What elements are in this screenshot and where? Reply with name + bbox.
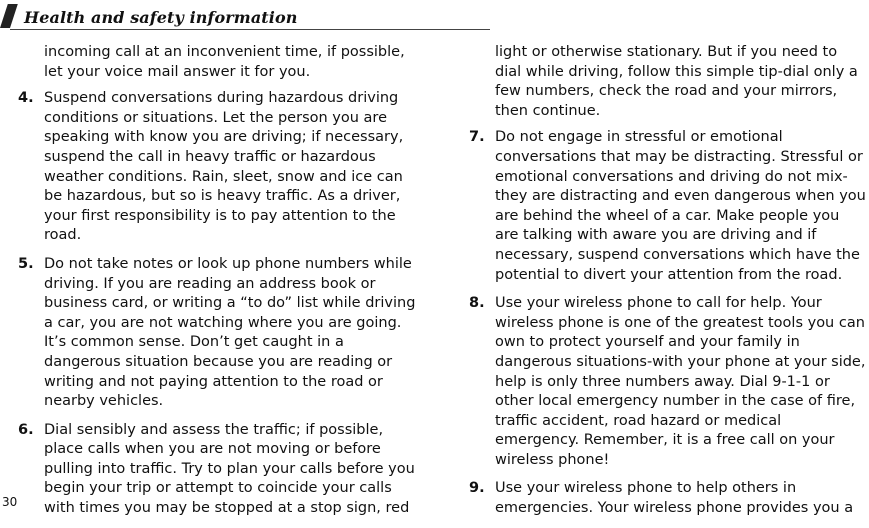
right-column: [469, 43, 867, 528]
item-number: 8.: [469, 295, 485, 312]
item-text: Use your wireless phone to call for help. Your wireless phone is one of the greatest tools you can own to protect yourself and your family in dangerous situations-with your phone at your side, help is only three numbers away. Dial 9-1-1 or other local emergency number in the case of fire, traffic accident, road hazard or medical emergency. Remember, it is a free call on your wireless phone!: [495, 295, 866, 468]
item-text: Use your wireless phone to help others in emergencies. Your wireless phone provides you a: [495, 480, 854, 517]
list-item-4: [18, 89, 424, 246]
item-number: 6.: [18, 421, 34, 438]
list-item-5: [18, 255, 424, 412]
item-number: 9.: [469, 480, 485, 497]
header-divider: [10, 29, 490, 30]
left-column: [18, 43, 424, 528]
item-number: 7.: [469, 129, 485, 146]
page-number: 30: [2, 495, 18, 509]
list-item-8: [469, 294, 867, 470]
item-text: Do not engage in stressful or emotional conversations that may be distracting. Stressful or emotional conversations and driving do not mix-they are distracting and even dangerous when you are behind the wheel of a car. Make people you are talking with aware you are driving and if necessary, suspend conversations which have the potential to divert your attention from the road.: [495, 129, 866, 283]
page-header: [0, 0, 869, 40]
list-item-6: [18, 421, 424, 519]
continued-paragraph: incoming call at an inconvenient time, if possible, let your voice mail answer it for you.: [44, 44, 405, 80]
item-text: Do not take notes or look up phone numbers while driving. If you are reading an address book or business card, or writing a “to do” list while driving a car, you are not watching where you are going. It’s common sense. Don’t get caught in a dangerous situation because you are reading or writing and not paying attention to the road or nearby vehicles.: [44, 255, 416, 410]
item-text: Dial sensibly and assess the traffic; if possible, place calls when you are not moving or before pulling into traffic. Try to plan your calls before you begin your trip or attempt to coincide your calls with times you may be stopped at a stop sign, red: [44, 421, 415, 517]
item-text: Suspend conversations during hazardous driving conditions or situations. Let the person you are speaking with know you are driving; if necessary, suspend the call in heavy traffic or hazardous weather conditions. Rain, sleet, snow and ice can be hazardous, but so is heavy traffic. As a driver, your first responsibility is to pay attention to the road.: [44, 90, 404, 244]
item-number: 4.: [18, 90, 34, 107]
section-title: Health and safety information: [24, 8, 298, 27]
item-number: 5.: [18, 255, 34, 272]
list-item-7: [469, 128, 867, 285]
list-item-9: [469, 479, 867, 518]
header-accent-bar: [0, 4, 18, 28]
continued-paragraph: light or otherwise stationary. But if you need to dial while driving, follow this simple tip-dial only a few numbers, check the road and your mirrors, then continue.: [495, 44, 858, 119]
